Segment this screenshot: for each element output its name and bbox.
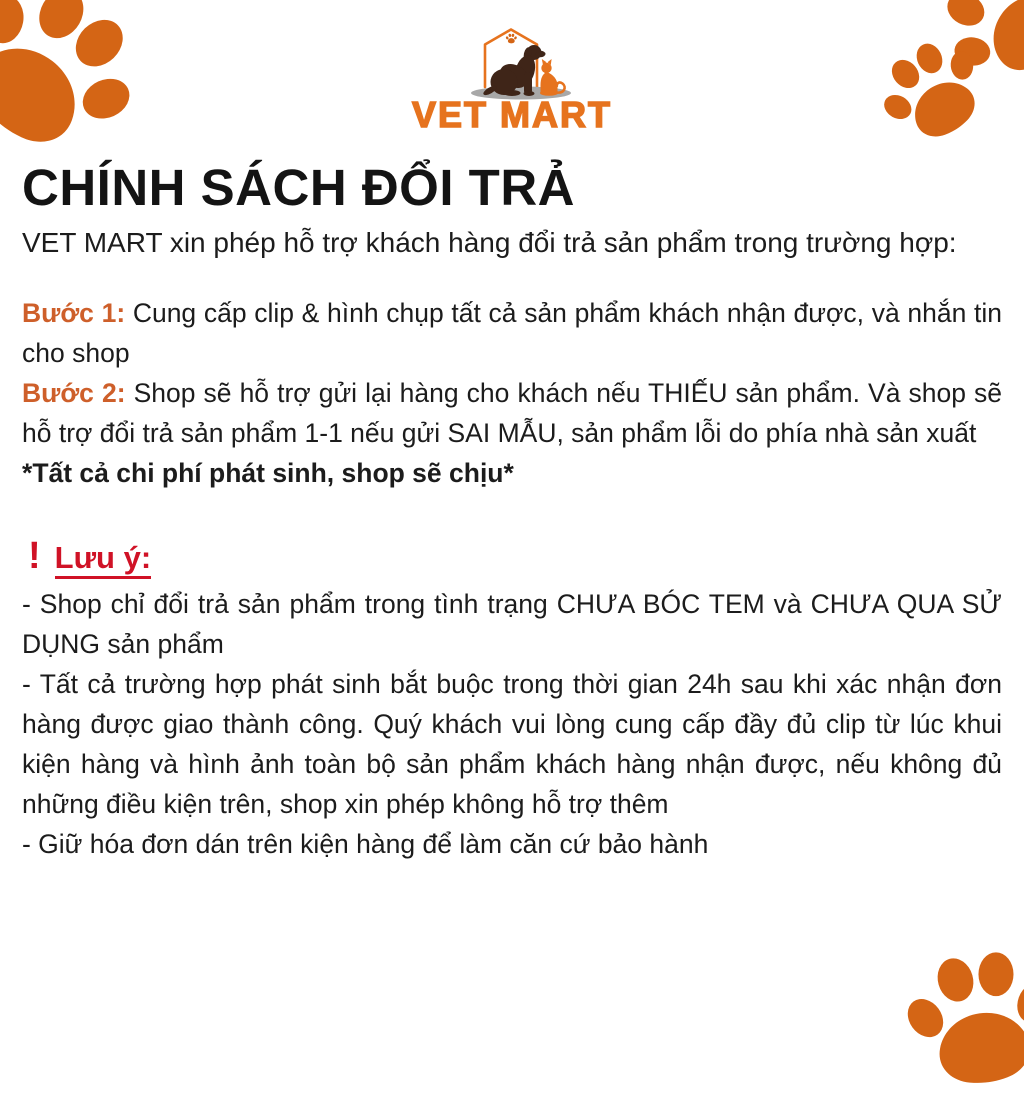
paw-print-icon xyxy=(505,34,517,44)
page-title: CHÍNH SÁCH ĐỔI TRẢ xyxy=(22,159,575,216)
notice-item: - Shop chỉ đổi trả sản phẩm trong tình trạng CHƯA BÓC TEM và CHƯA QUA SỬ DỤNG sản phẩm xyxy=(22,589,1002,659)
step-2-label: Bước 2: xyxy=(22,378,126,408)
step-1-text: Cung cấp clip & hình chụp tất cả sản phẩm khách nhận được, và nhắn tin cho shop xyxy=(22,298,1002,368)
notice-label: Lưu ý: xyxy=(55,540,152,579)
notice-item: - Giữ hóa đơn dán trên kiện hàng để làm căn cứ bảo hành xyxy=(22,829,709,859)
brand-name: VET MART xyxy=(412,94,612,135)
step-2 xyxy=(22,373,1002,453)
fee-note: *Tất cả chi phí phát sinh, shop sẽ chịu* xyxy=(22,458,514,488)
step-1-label: Bước 1: xyxy=(22,298,126,328)
notice-heading xyxy=(22,535,1002,578)
policy-document xyxy=(22,158,1002,864)
step-1 xyxy=(22,293,1002,373)
paw-print-icon xyxy=(899,943,1024,1107)
notice-item: - Tất cả trường hợp phát sinh bắt buộc trong thời gian 24h sau khi xác nhận đơn hàng được giao thành công. Quý khách vui lòng cung cấp đầy đủ clip từ lúc khui kiện hàng và hình ảnh toàn bộ sản phẩm khách hàng nhận được, nếu không đủ những điều kiện trên, shop xin phép không hỗ trợ thêm xyxy=(22,669,1002,819)
logo-mark xyxy=(437,24,587,104)
step-2-text: Shop sẽ hỗ trợ gửi lại hàng cho khách nếu THIẾU sản phẩm. Và shop sẽ hỗ trợ đổi trả sản phẩm 1-1 nếu gửi SAI MẪU, sản phẩm lỗi do phía nhà sản xuất xyxy=(22,378,1002,448)
exclamation-icon: ! xyxy=(28,535,41,577)
subtitle: VET MART xin phép hỗ trợ khách hàng đổi trả sản phẩm trong trường hợp: xyxy=(22,227,957,258)
